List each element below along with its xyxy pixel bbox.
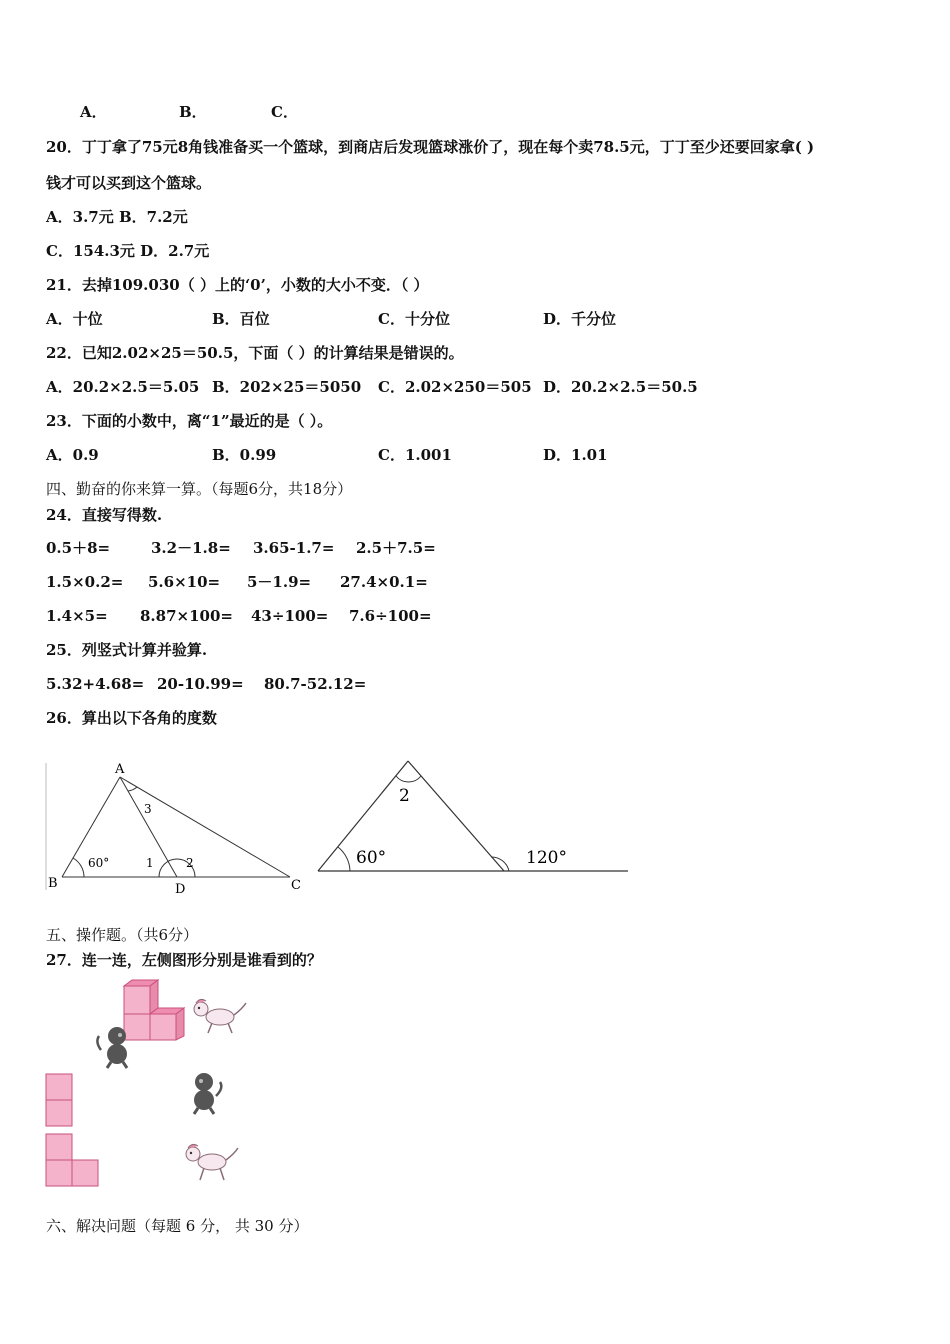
- view-shape-vertical: [44, 1072, 76, 1128]
- top-angle-label: 2: [399, 786, 410, 806]
- q26-stem: 26．算出以下各角的度数: [46, 709, 217, 727]
- q20-options-row2: C．154.3元 D．2.7元: [46, 242, 210, 260]
- q24-r2-c2: 5.6×10=: [148, 573, 221, 591]
- q21-option-c: C．十分位: [378, 310, 450, 328]
- q22-option-c: C．2.02×250＝505: [378, 378, 532, 396]
- view-shape-l: [44, 1132, 102, 1188]
- q19-option-b: B．: [179, 103, 207, 121]
- cube-right-side: [176, 1008, 184, 1040]
- q24-r2-c3: 5－1.9=: [247, 573, 312, 591]
- q20-stem-line2: 钱才可以买到这个篮球。: [46, 174, 212, 192]
- label-a: A: [115, 762, 125, 777]
- q25-item-3: 80.7-52.12=: [264, 675, 367, 693]
- side-right: [408, 761, 504, 871]
- angle-1-label: 1: [146, 856, 154, 870]
- q22-option-d: D．20.2×2.5＝50.5: [543, 378, 698, 396]
- exterior-angle-label: 120°: [526, 848, 567, 868]
- q27-stem: 27．连一连，左侧图形分别是谁看到的？: [46, 951, 322, 969]
- dog-icon: [188, 995, 248, 1037]
- arc-left-angle: [338, 847, 350, 871]
- arc-angle-3: [128, 787, 137, 791]
- angle-b-label: 60°: [88, 856, 110, 870]
- q20-options-row1: A．3.7元 B．7.2元: [46, 208, 188, 226]
- monkey-icon: [182, 1070, 226, 1116]
- cube-lower-right: [150, 1014, 176, 1040]
- arc-angle-b: [73, 858, 84, 877]
- q24-r3-c4: 7.6÷100=: [349, 607, 432, 625]
- left-angle-label: 60°: [356, 848, 387, 868]
- section-6-heading: 六、解决问题（每题 6 分， 共 30 分）: [46, 1217, 309, 1235]
- q22-option-b: B．202×25＝5050: [212, 378, 362, 396]
- q19-option-a: A．: [80, 103, 107, 121]
- q22-stem: 22．已知2.02×25＝50.5，下面（ ）的计算结果是错误的。: [46, 344, 464, 362]
- q21-stem: 21．去掉109.030（ ）上的‘0’，小数的大小不变．（ ）: [46, 276, 429, 294]
- q21-option-b: B．百位: [212, 310, 270, 328]
- label-b: B: [48, 876, 58, 891]
- q24-r2-c4: 27.4×0.1=: [340, 573, 428, 591]
- q24-r3-c2: 8.87×100=: [140, 607, 233, 625]
- angle-2-label: 2: [186, 856, 194, 870]
- q24-r1-c1: 0.5＋8=: [46, 539, 111, 557]
- q19-option-c: C．: [271, 103, 298, 121]
- q21-option-d: D．千分位: [543, 310, 617, 328]
- q25-item-1: 5.32+4.68=: [46, 675, 145, 693]
- q20-stem-line1: 20．丁丁拿了75元8角钱准备买一个篮球，到商店后发现篮球涨价了，现在每个卖78.5元，丁丁至少还要回家拿( ): [46, 138, 815, 156]
- q26-figure-triangle-abc: [40, 755, 310, 895]
- q26-figure-triangle-exterior: [310, 745, 635, 885]
- monkey-icon: [93, 1024, 137, 1070]
- q24-r2-c1: 1.5×0.2=: [46, 573, 124, 591]
- label-c: C: [291, 878, 301, 893]
- q24-r1-c2: 3.2－1.8=: [151, 539, 231, 557]
- q24-r1-c3: 3.65-1.7=: [253, 539, 335, 557]
- q24-r1-c4: 2.5＋7.5=: [356, 539, 436, 557]
- angle-3-label: 3: [144, 802, 152, 816]
- q22-option-a: A．20.2×2.5＝5.05: [46, 378, 200, 396]
- q24-stem: 24．直接写得数.: [46, 506, 163, 524]
- q24-r3-c3: 43÷100=: [251, 607, 329, 625]
- section-5-heading: 五、操作题。（共6分）: [46, 926, 199, 944]
- q24-r3-c1: 1.4×5=: [46, 607, 108, 625]
- arc-top-angle: [396, 776, 421, 782]
- section-4-heading: 四、勤奋的你来算一算。（每题6分，共18分）: [46, 480, 353, 498]
- q21-option-a: A．十位: [46, 310, 103, 328]
- dog-icon: [180, 1140, 240, 1184]
- q23-option-a: A．0.9: [46, 446, 99, 464]
- q25-stem: 25．列竖式计算并验算.: [46, 641, 208, 659]
- cube-upper-front: [124, 986, 150, 1014]
- label-d: D: [175, 882, 186, 895]
- q23-option-d: D．1.01: [543, 446, 608, 464]
- q23-stem: 23．下面的小数中，离“1”最近的是（ ）。: [46, 412, 333, 430]
- q23-option-b: B．0.99: [212, 446, 277, 464]
- q23-option-c: C．1.001: [378, 446, 452, 464]
- q25-item-2: 20-10.99=: [157, 675, 244, 693]
